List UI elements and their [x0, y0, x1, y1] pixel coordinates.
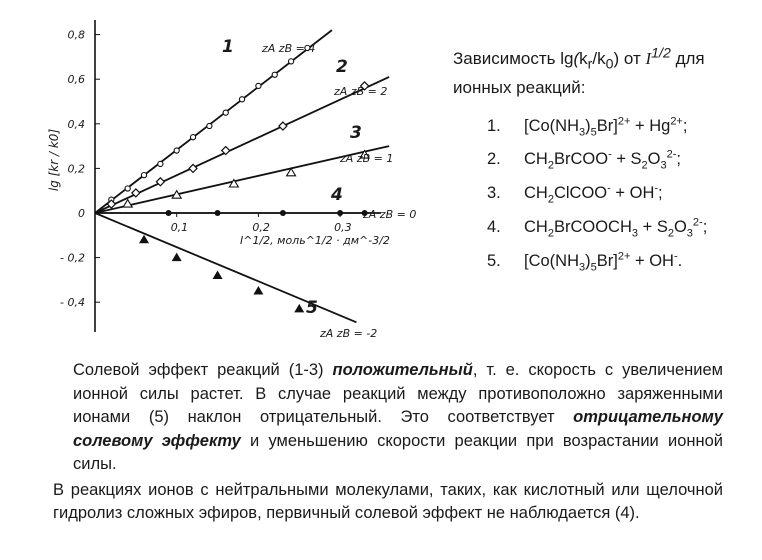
- data-point: [125, 186, 130, 191]
- data-point: [337, 210, 343, 216]
- data-point: [174, 148, 179, 153]
- reaction-formula: $CH_2BrCOOCH_3 + S_2O_3^{2-}$;: [524, 216, 708, 240]
- y-tick-label: - 0,2: [60, 251, 85, 265]
- y-tick-label: 0: [78, 207, 85, 220]
- x-axis-label: I^1/2, моль^1/2 · дм^-3/2: [240, 234, 390, 247]
- y-tick-label: 0,8: [67, 28, 85, 42]
- heading-text: Зависимость $\lg(k_r/k_0)$ от $I^{1/2}$ для ионных реакций:: [453, 45, 705, 98]
- reaction-formula: $[Co(NH_3)_5Br]^{2+} + Hg^{2+}$;: [524, 115, 688, 138]
- data-point: [280, 210, 286, 216]
- data-point: [294, 304, 304, 313]
- paragraph-salt-effect: [31, 359, 723, 477]
- reaction-number: 4.: [487, 217, 501, 236]
- data-point: [215, 210, 221, 216]
- salt-effect-chart: [0, 0, 440, 350]
- data-point: [141, 172, 146, 177]
- y-tick-label: 0,6: [67, 73, 85, 87]
- reaction-formula: $CH_2ClCOO^- + OH^-$;: [524, 182, 663, 206]
- reaction-number: 2.: [487, 150, 501, 169]
- reaction-number: 5.: [487, 251, 501, 270]
- series-number-label: 5: [306, 298, 318, 318]
- reaction-formula: $[Co(NH_3)_5Br]^{2+} + OH^-$.: [524, 250, 683, 273]
- y-axis-label: lg [kr / k0]: [47, 128, 61, 192]
- data-point: [279, 122, 287, 130]
- text-run: Солевой эффект реакций (1-3): [73, 361, 333, 379]
- series-charge-label: zA zB = -2: [320, 327, 378, 340]
- data-point: [256, 83, 261, 88]
- data-point: [288, 59, 293, 64]
- data-point: [272, 72, 277, 77]
- y-tick-label: - 0,4: [60, 296, 85, 310]
- emphasis-negative-effect: отрицательному солевому эффекту: [73, 408, 723, 450]
- data-point: [139, 235, 149, 244]
- chart-labels: [47, 37, 416, 340]
- x-tick-label: 0,3: [334, 221, 352, 234]
- reaction-item-4: [487, 211, 707, 245]
- text-run: и уменьшению скорости реакции при возрастании ионной силы.: [73, 431, 723, 473]
- data-point: [239, 97, 244, 102]
- y-tick-label: 0,4: [67, 117, 85, 131]
- chart-description: [453, 42, 753, 99]
- chart-axes: [95, 20, 365, 332]
- reaction-item-3: [487, 178, 707, 212]
- data-point: [123, 200, 132, 208]
- reaction-number: 1.: [487, 116, 501, 135]
- data-point: [253, 286, 263, 295]
- paragraph-neutral-molecules: В реакциях ионов с нейтральными молекулами, таких, как кислотный или щелочной гидролиз сложных эфиров, первичный солевой эффект не наблюдается (4).: [53, 480, 723, 522]
- y-tick-label: 0,2: [67, 162, 85, 176]
- reaction-item-5: [487, 245, 707, 279]
- data-point: [166, 210, 172, 216]
- series-number-label: 1: [222, 37, 234, 57]
- series-charge-label: zA zB = 0: [363, 208, 417, 221]
- data-point: [207, 123, 212, 128]
- explanation-text: [31, 359, 723, 526]
- series-number-label: 2: [336, 57, 348, 77]
- series-charge-label: zA zB = 1: [340, 152, 394, 165]
- data-point: [172, 253, 182, 262]
- series-number-label: 3: [350, 123, 362, 143]
- text-run: , т. е. скорость с увеличением ионной силы растет. В случае реакций между противоположно заряженными ионами (5) наклон отрицательный. Это соответствует: [73, 361, 724, 426]
- data-point: [223, 110, 228, 115]
- reaction-number: 3.: [487, 184, 501, 203]
- data-point: [190, 135, 195, 140]
- emphasis-positive: положительный: [332, 361, 473, 379]
- x-tick-label: 0,2: [252, 221, 270, 234]
- reaction-list: [487, 110, 707, 279]
- series-charge-label: zA zB = 4: [262, 42, 316, 55]
- series-number-label: 4: [331, 185, 343, 205]
- reaction-formula: $CH_2BrCOO^- + S_2O_3^{2-}$;: [524, 148, 682, 172]
- x-tick-label: 0,1: [170, 221, 189, 234]
- data-point: [213, 270, 223, 279]
- chart-ticks: [60, 29, 352, 310]
- series-charge-label: zA zB = 2: [334, 85, 388, 98]
- data-point: [158, 161, 163, 166]
- reaction-item-1: [487, 110, 707, 144]
- reaction-item-2: [487, 144, 707, 178]
